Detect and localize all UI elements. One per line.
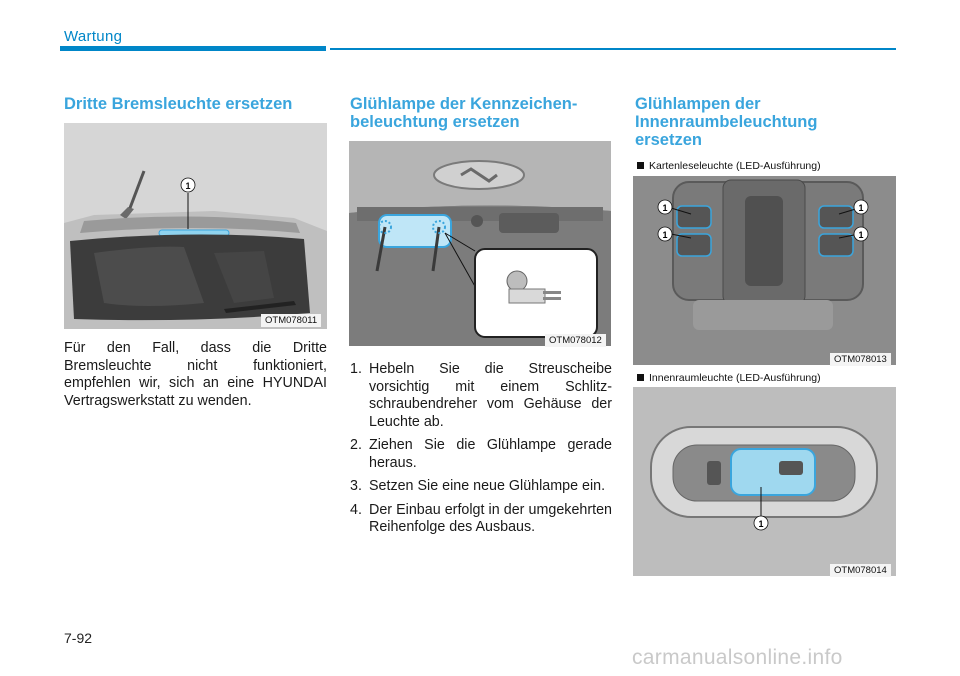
interior-lamp-caption <box>637 372 821 384</box>
brake-light-callout: 1 <box>185 181 191 191</box>
map-lamp-caption <box>637 160 821 172</box>
map-lamp-figure-code: OTM078013 <box>830 353 891 366</box>
map-lamp-figure <box>633 176 896 365</box>
rear-window-illustration <box>64 123 327 329</box>
interior-lamp-figure-code: OTM078014 <box>830 564 891 577</box>
col2-title <box>350 95 615 131</box>
col2-figure-code: OTM078012 <box>545 334 606 347</box>
step-text: Der Einbau erfolgt in der umgekehrten Reihenfolge des Ausbaus. <box>369 501 612 535</box>
page-number: 7-92 <box>64 630 93 646</box>
list-item <box>350 478 612 496</box>
header-rule-thin <box>330 48 896 50</box>
map-lamp-callout: 1 <box>858 203 864 213</box>
list-item <box>350 361 612 431</box>
map-lamp-callout: 1 <box>662 203 668 213</box>
list-item <box>350 502 612 537</box>
col3-title-line3: ersetzen <box>635 131 702 149</box>
header-rule-thick <box>60 46 326 51</box>
step-number: 1. <box>350 361 362 377</box>
bullet-square-icon <box>637 162 644 169</box>
interior-lamp-illustration <box>633 387 896 576</box>
col1-title: Dritte Bremsleuchte ersetzen <box>64 95 293 113</box>
step-text: Ziehen Sie die Glühlampe gerade heraus. <box>369 437 612 471</box>
step-number: 3. <box>350 478 362 494</box>
step-text: Hebeln Sie die Streuscheibe vorsichtig mit einem Schlitzschraubendreher vom Gehäuse der Leuchte ab. <box>369 361 612 430</box>
watermark: carmanualsonline.info <box>632 646 843 669</box>
col3-title-line2: Innenraumbeleuchtung <box>635 113 818 131</box>
list-item <box>350 437 612 472</box>
map-lamp-caption-text: Kartenleseleuchte (LED-Ausführung) <box>649 160 821 172</box>
step-text: Setzen Sie eine neue Glühlampe ein. <box>369 478 606 494</box>
interior-lamp-callout: 1 <box>758 519 764 529</box>
map-lamp-callout: 1 <box>662 230 668 240</box>
col1-figure-code: OTM078011 <box>261 314 321 327</box>
license-plate-illustration <box>349 141 611 346</box>
bullet-square-icon <box>637 374 644 381</box>
section-label: Wartung <box>64 28 123 45</box>
replacement-steps <box>350 361 612 543</box>
col3-title <box>635 95 897 149</box>
col1-paragraph: Für den Fall, dass die Dritte Bremsleuchte nicht funktioniert, empfehlen wir, sich an eine HYUNDAI Vertragswerkstatt zu wenden. <box>64 340 327 409</box>
interior-lamp-caption-text: Innenraumleuchte (LED-Ausführung) <box>649 372 821 384</box>
col3-title-line1: Glühlampen der <box>635 95 761 113</box>
map-lamp-callout: 1 <box>858 230 864 240</box>
map-lamp-illustration <box>633 176 896 365</box>
license-plate-light-figure <box>349 141 611 346</box>
col2-title-line2: beleuchtung ersetzen <box>350 113 520 131</box>
step-number: 4. <box>350 501 362 518</box>
rear-window-figure <box>64 123 327 329</box>
col2-title-line1: Glühlampe der Kennzeichen- <box>350 95 578 113</box>
interior-lamp-figure <box>633 387 896 576</box>
step-number: 2. <box>350 437 362 453</box>
